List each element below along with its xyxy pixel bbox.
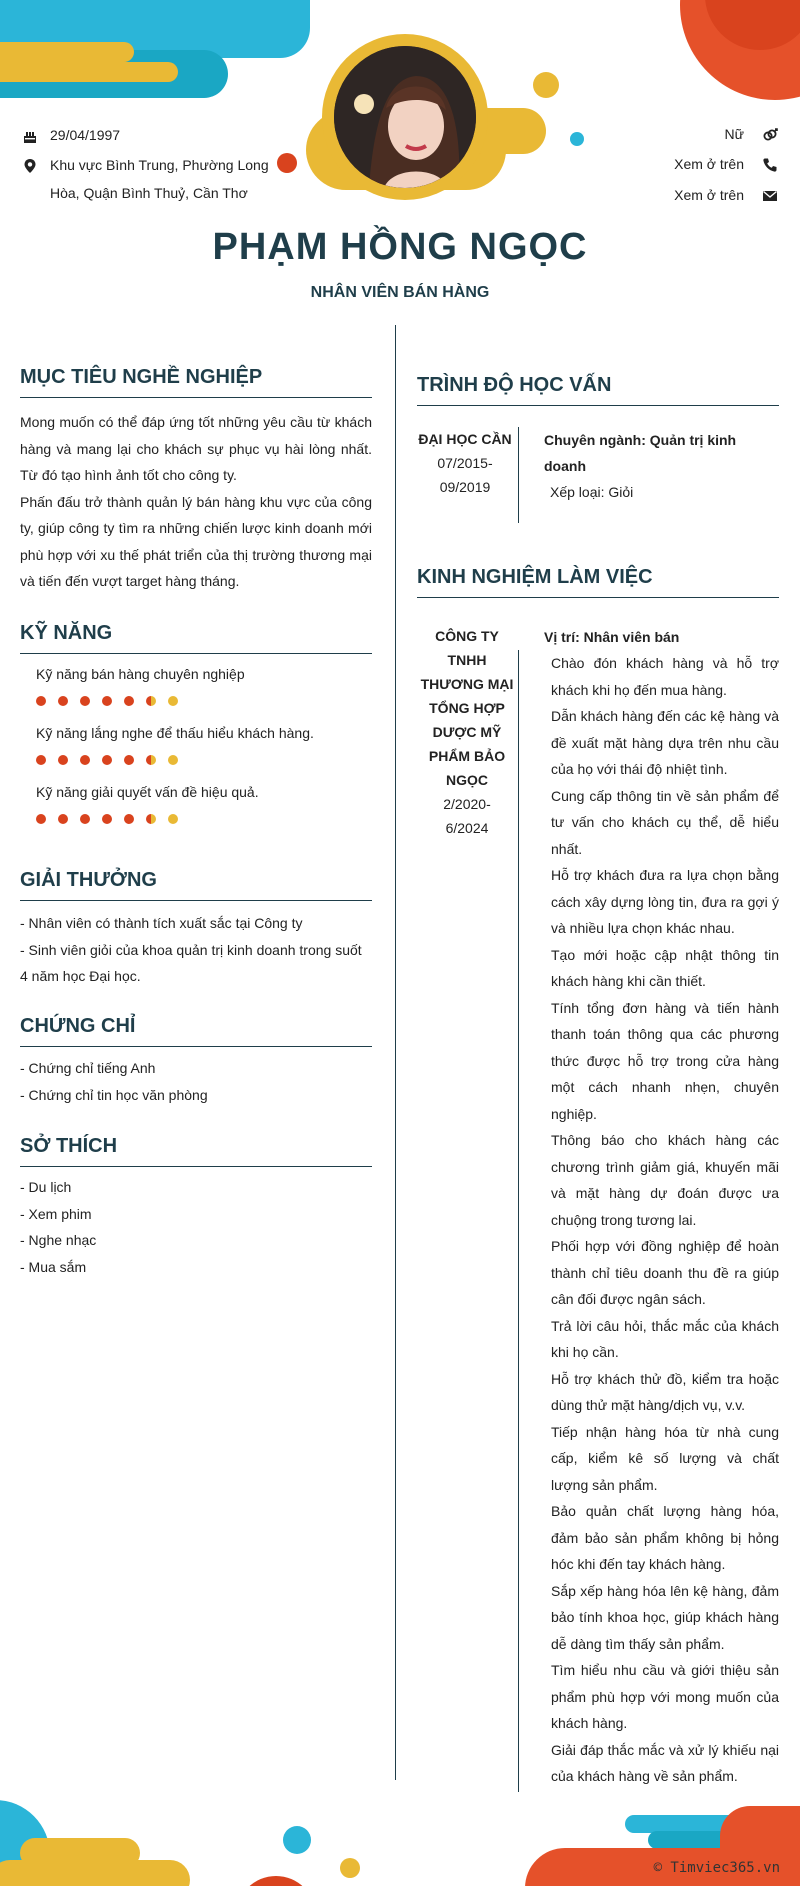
hobby-item: - Mua sắm	[20, 1258, 87, 1275]
hobby-item: - Du lịch	[20, 1179, 72, 1195]
hobby-item: - Nghe nhạc	[20, 1232, 97, 1248]
job-title: NHÂN VIÊN BÁN HÀNG	[310, 284, 490, 301]
column-divider	[395, 325, 396, 1780]
duty-item: Phối hợp với đồng nghiệp để hoàn thành chỉ tiêu doanh thu đề ra giúp cân đối được ngân sách.	[551, 1238, 779, 1307]
skill-rating-dot	[146, 814, 156, 824]
hobbies-list	[20, 1174, 372, 1280]
company-line: NGỌC	[446, 772, 488, 788]
phone-row	[674, 150, 780, 178]
avatar-frame	[322, 34, 488, 200]
phone-icon	[762, 157, 778, 173]
yellow-dot	[533, 72, 559, 98]
company-line: TNHH	[447, 652, 487, 668]
skills-title: KỸ NĂNG	[20, 622, 372, 654]
skill-rating-dot	[80, 696, 90, 706]
duty-item: Cung cấp thông tin về sản phẩm để tư vấn cho khách cụ thể, dễ hiểu nhất.	[551, 787, 779, 857]
experience-period-end: 6/2024	[445, 820, 489, 836]
skill-rating-dot	[168, 696, 178, 706]
cake-icon	[22, 128, 38, 144]
experience-title: KINH NGHIỆM LÀM VIỆC	[417, 566, 779, 598]
hobbies-title: SỞ THÍCH	[20, 1135, 372, 1167]
bottom-left-red-blob	[236, 1876, 316, 1886]
candidate-name: PHẠM HỒNG NGỌC	[212, 226, 588, 268]
duty-item: Hỗ trợ khách thử đồ, kiểm tra hoặc dùng thử mặt hàng/dịch vụ, v.v.	[551, 1370, 779, 1413]
education-school-block	[417, 427, 513, 499]
address-row	[20, 151, 280, 207]
objective-title: MỤC TIÊU NGHỀ NGHIỆP	[20, 366, 372, 398]
birthday-text: 29/04/1997	[50, 127, 121, 143]
company-line: TỔNG HỢP	[429, 700, 505, 716]
gender-row	[725, 120, 780, 148]
skill-rating-dot	[102, 814, 112, 824]
email-text: Xem ở trên	[674, 187, 744, 203]
skill-rating-dot	[124, 755, 134, 765]
skill-rating-dot	[146, 755, 156, 765]
duty-item: Tiếp nhận hàng hóa từ nhà cung cấp, kiểm kê số lượng và chất lượng sản phẩm.	[551, 1423, 779, 1493]
duty-item: Tính tổng đơn hàng và tiến hành thanh toán thông qua các phương thức được hỗ trợ trong cửa hàng một cách nhanh nhẹn, chuyên nghiệp.	[551, 999, 779, 1122]
bottom-blue-dot	[283, 1826, 311, 1854]
duty-item: Sắp xếp hàng hóa lên kệ hàng, đảm bảo tính khoa học, giúp khách hàng dễ dàng tìm thấy sản phẩm.	[551, 1582, 779, 1652]
awards-list	[20, 910, 372, 990]
duty-item: Tạo mới hoặc cập nhật thông tin khách hàng khi cần thiết.	[551, 946, 779, 989]
top-left-yellow-bar-2	[0, 62, 178, 82]
education-divider	[518, 427, 519, 523]
skill-rating-dot	[36, 755, 46, 765]
education-period-end: 09/2019	[439, 479, 491, 495]
top-left-yellow-bar	[0, 42, 134, 62]
skill-rating	[36, 696, 190, 706]
duty-item: Chào đón khách hàng và hỗ trợ khách khi họ đến mua hàng.	[551, 655, 779, 698]
experience-position: Vị trí: Nhân viên bán	[544, 629, 680, 645]
certificates-list	[20, 1055, 372, 1108]
experience-duties	[551, 650, 779, 1790]
education-period-start: 07/2015-	[437, 455, 493, 471]
address-line-2: Hòa, Quận Bình Thuỷ, Cần Thơ	[50, 185, 248, 201]
skill-name: Kỹ năng bán hàng chuyên nghiệp	[36, 666, 245, 682]
skill-rating-dot	[36, 696, 46, 706]
experience-divider	[518, 650, 519, 1792]
skill-rating-dot	[146, 696, 156, 706]
duty-item: Trả lời câu hỏi, thắc mắc của khách khi họ cần.	[551, 1317, 779, 1360]
skill-name: Kỹ năng lắng nghe để thấu hiểu khách hàng.	[36, 725, 314, 741]
email-row	[674, 181, 780, 209]
skill-rating	[36, 814, 190, 824]
phone-text: Xem ở trên	[674, 156, 744, 172]
location-pin-icon	[22, 158, 38, 174]
gender-icon	[762, 127, 778, 143]
objective-paragraph: Phấn đấu trở thành quản lý bán hàng khu vực của công ty, giúp công ty tìm ra những chiến lược kinh doanh mới phù hợp với xu thế phát triển của thị trường thương mại và tiến đến vượt target hàng tháng.	[20, 493, 372, 589]
red-dot	[277, 153, 297, 173]
skill-rating-dot	[58, 814, 68, 824]
duty-item: Bảo quản chất lượng hàng hóa, đảm bảo sản phẩm không bị hỏng hóc khi đến tay khách hàng.	[551, 1503, 779, 1572]
skill-name: Kỹ năng giải quyết vấn đề hiệu quả.	[36, 784, 259, 800]
gender-text: Nữ	[724, 126, 744, 142]
bottom-left-yellow-cloud-2	[0, 1860, 190, 1886]
blue-dot	[570, 132, 584, 146]
certificate-item: - Chứng chỉ tiếng Anh	[20, 1060, 156, 1076]
skill-rating-dot	[80, 814, 90, 824]
skill-rating-dot	[168, 814, 178, 824]
duty-item: Hỗ trợ khách đưa ra lựa chọn bằng cách xây dựng lòng tin, đưa ra gợi ý và nhiều lựa chọn khác nhau.	[551, 867, 779, 936]
duty-item: Thông báo cho khách hàng các chương trình giảm giá, khuyến mãi và mặt hàng dự đoán được ưa chuộng trong tương lai.	[551, 1132, 779, 1228]
certificates-title: CHỨNG CHỈ	[20, 1015, 372, 1047]
avatar	[334, 46, 476, 188]
skill-rating-dot	[102, 755, 112, 765]
award-item: - Sinh viên giỏi của khoa quản trị kinh doanh trong suốt 4 năm học Đại học.	[20, 941, 362, 984]
address-line-1: Khu vực Bình Trung, Phường Long	[50, 157, 269, 173]
experience-company-block	[417, 624, 517, 840]
birthday-row	[20, 121, 120, 149]
duty-item: Dẫn khách hàng đến các kệ hàng và đề xuất mặt hàng dựa trên nhu cầu của họ với thái độ nhiệt tình.	[551, 708, 779, 777]
education-major: Chuyên ngành: Quản trị kinh doanh	[544, 432, 737, 474]
company-line: DƯỢC MỸ	[432, 724, 502, 740]
skill-rating-dot	[58, 755, 68, 765]
skill-rating-dot	[124, 696, 134, 706]
education-title: TRÌNH ĐỘ HỌC VẤN	[417, 374, 779, 406]
award-item: - Nhân viên có thành tích xuất sắc tại Công ty	[20, 915, 303, 931]
awards-title: GIẢI THƯỞNG	[20, 869, 372, 901]
envelope-icon	[762, 188, 778, 204]
skill-rating	[36, 755, 190, 765]
education-details	[544, 427, 780, 505]
skill-rating-dot	[36, 814, 46, 824]
skill-rating-dot	[124, 814, 134, 824]
skill-rating-dot	[102, 696, 112, 706]
skill-rating-dot	[80, 755, 90, 765]
objective-text	[20, 409, 372, 595]
certificate-item: - Chứng chỉ tin học văn phòng	[20, 1086, 208, 1103]
education-grade: Xếp loại: Giỏi	[550, 484, 634, 500]
education-school: ĐẠI HỌC CẦN	[418, 431, 512, 447]
experience-period-start: 2/2020-	[443, 796, 491, 812]
hobby-item: - Xem phim	[20, 1205, 92, 1222]
duty-item: Giải đáp thắc mắc và xử lý khiếu nại của khách hàng về sản phẩm.	[551, 1741, 779, 1784]
skill-rating-dot	[58, 696, 68, 706]
duty-item: Tìm hiểu nhu cầu và giới thiệu sản phẩm phù hợp với mong muốn của khách hàng.	[551, 1662, 779, 1731]
company-line: THƯƠNG MẠI	[420, 676, 514, 692]
footer-watermark: © Timviec365.vn	[653, 1860, 780, 1876]
skill-rating-dot	[168, 755, 178, 765]
objective-paragraph: Mong muốn có thể đáp ứng tốt những yêu cầu từ khách hàng và mang lại cho khách sự phục vụ hài lòng nhất. Từ đó tạo hình ảnh tốt cho công ty.	[20, 414, 372, 483]
bottom-yellow-dot	[340, 1858, 360, 1878]
company-line: CÔNG TY	[435, 628, 499, 644]
company-line: PHẨM BẢO	[428, 748, 506, 764]
